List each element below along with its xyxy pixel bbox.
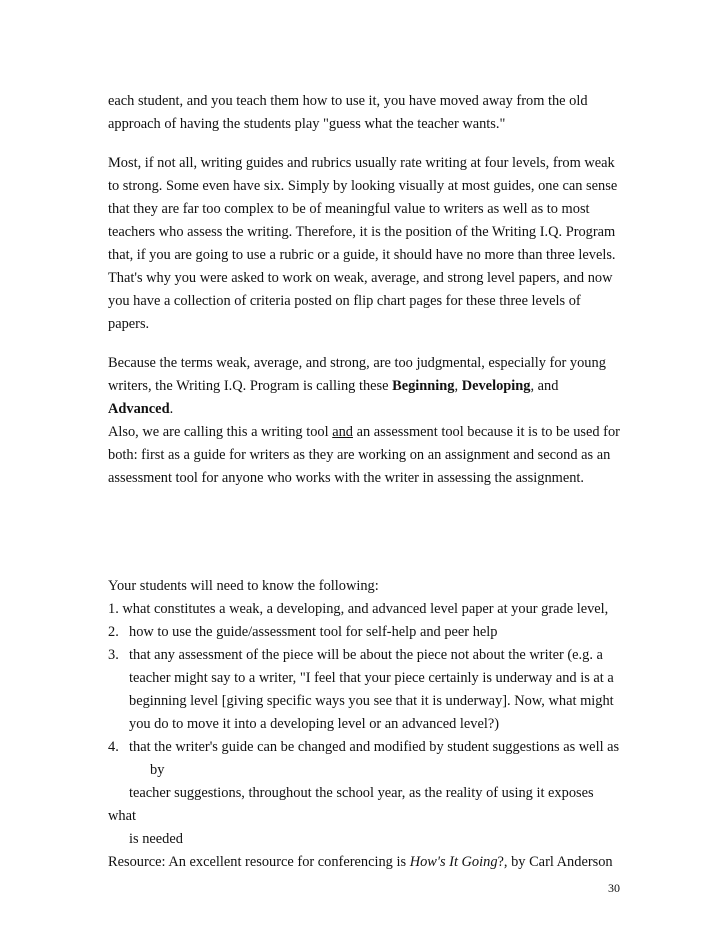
para2-line-3: that they are far too complex to be of meaningful value to writers as well as to most xyxy=(108,201,590,217)
para4-line-1-text: Also, we are calling this a writing tool xyxy=(108,424,333,440)
list-item-4-line-5: is needed xyxy=(129,831,183,847)
para4-line-2: both: first as a guide for writers as they are working on an assignment and second as an xyxy=(108,447,611,463)
para2-line-2: to strong. Some even have six. Simply by looking visually at most guides, one can sense xyxy=(108,178,618,194)
resource-author: ?, by Carl Anderson xyxy=(497,854,613,870)
list-item-2-text: how to use the guide/assessment tool for self-help and peer help xyxy=(129,624,498,640)
underlined-and: and xyxy=(332,424,353,440)
list-number-3: 3. xyxy=(108,647,119,663)
para1-line-2: approach of having the students play "guess what the teacher wants." xyxy=(108,116,506,132)
para3-line-1: Because the terms weak, average, and strong, are too judgmental, especially for young xyxy=(108,355,606,371)
list-item-4-line-3: teacher suggestions, throughout the school year, as the reality of using it exposes xyxy=(129,785,594,801)
list-item-3-line-3: beginning level [giving specific ways you see that it is underway]. Now, what might xyxy=(129,693,614,709)
para1-line-1: each student, and you teach them how to use it, you have moved away from the old xyxy=(108,93,588,109)
list-item-1: 1. what constitutes a weak, a developing, and advanced level paper at your grade level, xyxy=(108,601,609,617)
list-item-3 xyxy=(108,648,603,662)
list-number-4: 4. xyxy=(108,739,119,755)
para3-line-2-end: , and xyxy=(530,378,559,394)
list-item-4 xyxy=(108,740,619,754)
resource-line xyxy=(108,855,613,869)
term-developing: Developing xyxy=(461,378,531,394)
resource-book-title: How's It Going xyxy=(409,854,498,870)
para2-line-1: Most, if not all, writing guides and rubrics usually rate writing at four levels, from weak xyxy=(108,155,615,171)
list-item-2 xyxy=(108,625,497,639)
list-item-4-line-4: what xyxy=(108,808,136,824)
para3-line-2 xyxy=(108,379,558,393)
para2-line-5: that, if you are going to use a rubric or a guide, it should have no more than three levels. xyxy=(108,247,616,263)
para3-line-3 xyxy=(108,402,173,416)
para4-line-3: assessment tool for anyone who works with the writer in assessing the assignment. xyxy=(108,470,585,486)
para3-line-2-text: writers, the Writing I.Q. Program is calling these xyxy=(108,378,393,394)
term-advanced: Advanced xyxy=(108,401,170,417)
list-item-3-line-4: you do to move it into a developing level or an advanced level?) xyxy=(129,716,500,732)
para2-line-4: teachers who assess the writing. Therefore, it is the position of the Writing I.Q. Program xyxy=(108,224,616,240)
list-item-4-line-2: by xyxy=(150,762,165,778)
list-item-4-text: that the writer's guide can be changed and modified by student suggestions as well as xyxy=(129,739,620,755)
para3-comma: , xyxy=(454,378,462,394)
resource-text: Resource: An excellent resource for conferencing is xyxy=(108,854,410,870)
page-number: 30 xyxy=(608,881,620,895)
list-intro: Your students will need to know the following: xyxy=(108,578,379,594)
para2-line-7: you have a collection of criteria posted on flip chart pages for these three levels of xyxy=(108,293,581,309)
para4-line-1-end: an assessment tool because it is to be used for xyxy=(353,424,620,440)
para4-line-1 xyxy=(108,425,620,439)
list-number-2: 2. xyxy=(108,624,119,640)
list-item-3-text: that any assessment of the piece will be about the piece not about the writer (e.g. a xyxy=(129,647,603,663)
para2-line-8: papers. xyxy=(108,316,150,332)
para2-line-6: That's why you were asked to work on weak, average, and strong level papers, and now xyxy=(108,270,613,286)
term-beginning: Beginning xyxy=(392,378,455,394)
para3-period: . xyxy=(169,401,174,417)
list-item-3-line-2: teacher might say to a writer, "I feel that your piece certainly is underway and is at a xyxy=(129,670,614,686)
